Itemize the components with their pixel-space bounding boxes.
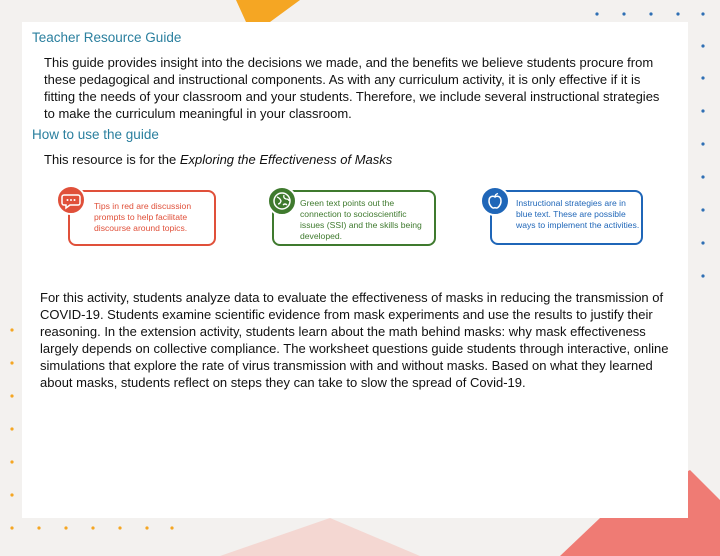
tip-text-green: Green text points out the connection to socioscientific issues (SSI) and the skills being developed. bbox=[300, 198, 422, 241]
intro-paragraph: This guide provides insight into the decisions we made, and the benefits we believe students procure from these pedagogical and instructional components. As with any curriculum activity, it is only effective if it is fitting the needs of your classroom and your students. Therefore, we include several instructional strategies to make the curriculum meaningful in your classroom. bbox=[44, 55, 660, 121]
globe-icon bbox=[267, 186, 297, 216]
apple-icon bbox=[480, 186, 510, 216]
orange-shape bbox=[236, 0, 300, 22]
tip-text-red: Tips in red are discussion prompts to help facilitate discourse around topics. bbox=[94, 201, 192, 233]
resource-title: Exploring the Effectiveness of Masks bbox=[179, 152, 393, 167]
pink-shape bbox=[220, 518, 420, 556]
resource-lead bbox=[44, 151, 664, 168]
speech-bubble-icon bbox=[56, 185, 86, 215]
tip-box-red bbox=[68, 190, 216, 246]
tip-box-blue bbox=[490, 190, 643, 245]
resource-lead-text: This resource is for the bbox=[44, 152, 180, 167]
tip-text-blue: Instructional strategies are in blue text. These are possible ways to implement the activities. bbox=[516, 198, 640, 230]
activity-paragraph: For this activity, students analyze data to evaluate the effectiveness of masks in reducing the transmission of COVID-19. Students examine scientific evidence from mask experiments and use the results to justify their reasoning. In the extension activity, students learn about the math behind masks: why mask effectiveness largely depends on collective compliance. The worksheet questions guide students through interactive, online simulations that explore the rate of virus transmission with and without masks. Based on what they learned about masks, students reflect on steps they can take to slow the spread of Covid-19. bbox=[40, 290, 669, 390]
section-heading-how-to: How to use the guide bbox=[32, 127, 159, 142]
page-title: Teacher Resource Guide bbox=[32, 30, 182, 45]
